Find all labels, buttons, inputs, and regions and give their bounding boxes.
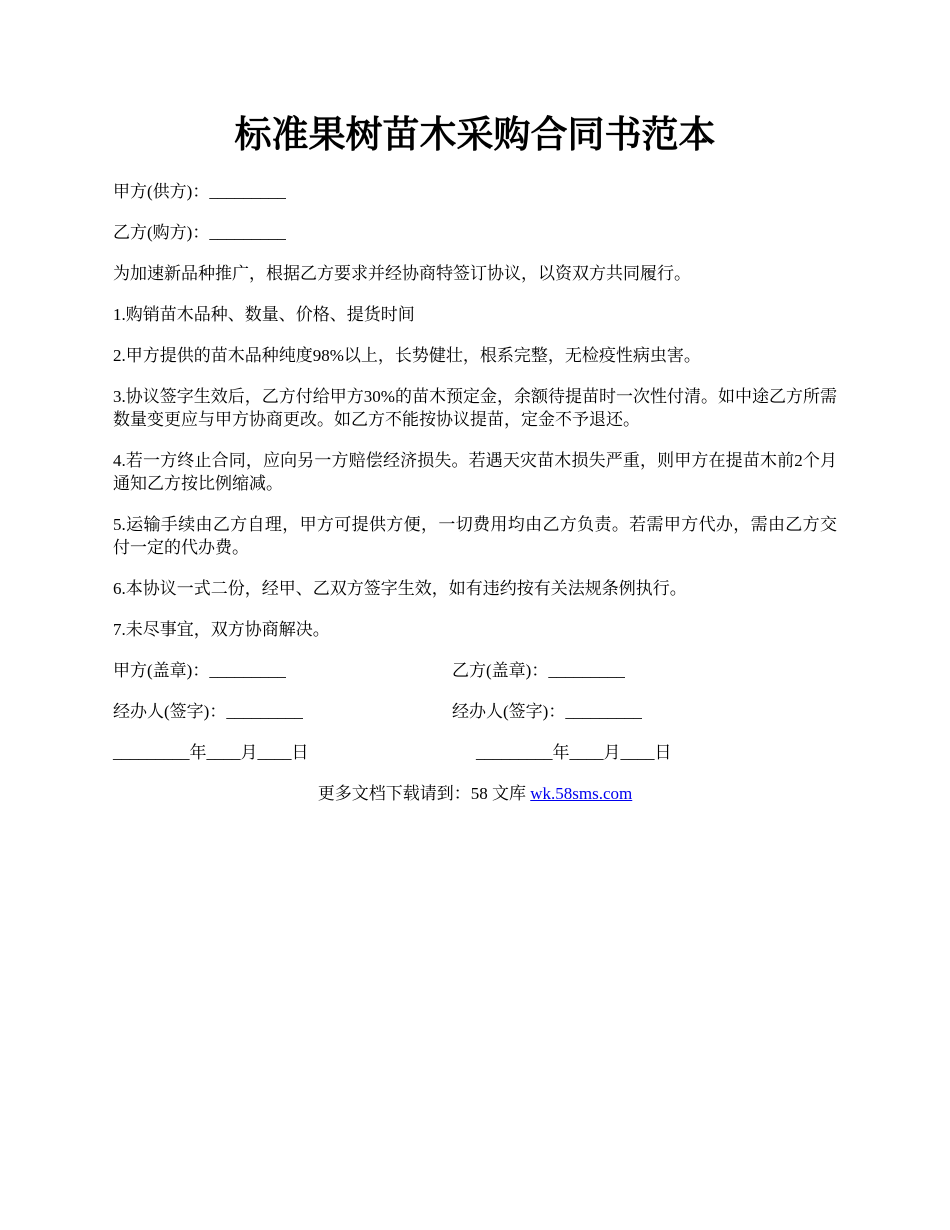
party-b-agent: 经办人(签字)：_________ [452,702,642,721]
footer-link[interactable]: wk.58sms.com [530,784,633,803]
clause-6: 6.本协议一式二份，经甲、乙双方签字生效，如有违约按有关法规条例执行。 [113,579,687,598]
date-row [113,741,837,764]
party-a-agent: 经办人(签字)：_________ [113,702,303,721]
clause-5: 5.运输手续由乙方自理，甲方可提供方便，一切费用均由乙方负责。若需甲方代办，需由乙方交付一定的代办费。 [113,515,837,557]
footer-note [113,782,837,805]
clause-3: 3.协议签字生效后，乙方付给甲方30%的苗木预定金，余额待提苗时一次性付清。如中途乙方所需数量变更应与甲方协商更改。如乙方不能按协议提苗，定金不予退还。 [113,387,837,429]
party-a-seal: 甲方(盖章)：_________ [113,661,286,680]
document-body [113,180,837,805]
footer-prefix: 更多文档下载请到：58 文库 [317,784,531,803]
clause-4: 4.若一方终止合同，应向另一方赔偿经济损失。若遇天灾苗木损失严重，则甲方在提苗木前2个月通知乙方按比例缩减。 [113,451,837,493]
party-a-line: 甲方(供方)：_________ [113,182,286,201]
party-b-seal: 乙方(盖章)：_________ [452,661,625,680]
intro-paragraph: 为加速新品种推广，根据乙方要求并经协商特签订协议，以资双方共同履行。 [113,264,691,283]
party-b-line: 乙方(购方)：_________ [113,223,286,242]
clause-2: 2.甲方提供的苗木品种纯度98%以上，长势健壮，根系完整，无检疫性病虫害。 [113,346,701,365]
clause-1: 1.购销苗木品种、数量、价格、提货时间 [113,305,415,324]
party-b-date: _________年____月____日 [476,743,672,762]
agent-row [113,700,837,723]
seal-row [113,659,837,682]
clause-7: 7.未尽事宜，双方协商解决。 [113,620,330,639]
party-a-date: _________年____月____日 [113,743,309,762]
page-title: 标准果树苗木采购合同书范本 [234,115,716,156]
